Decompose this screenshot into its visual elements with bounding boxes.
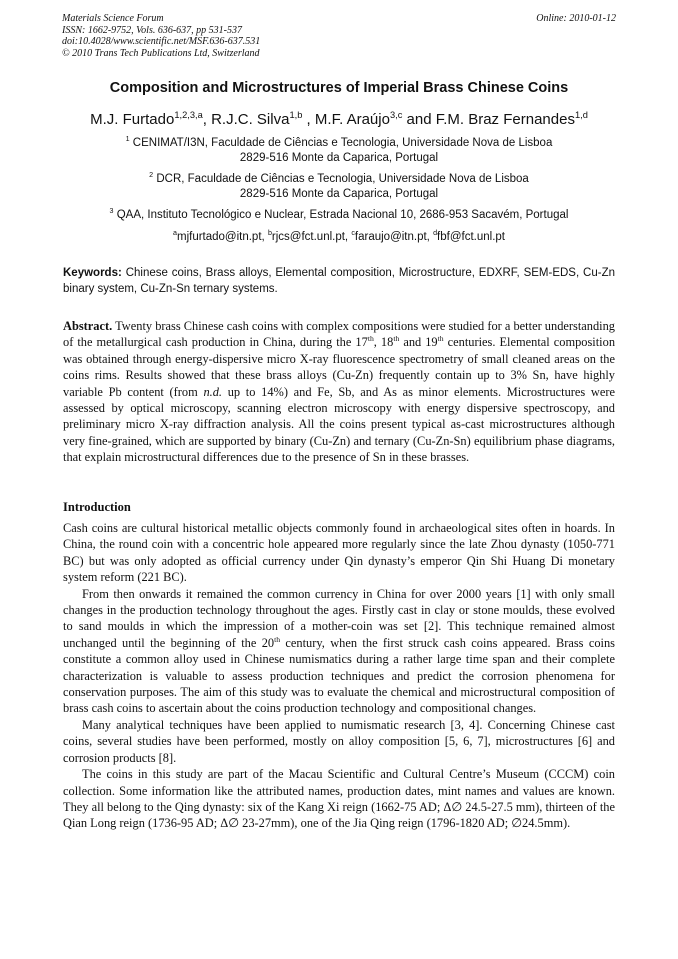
paragraph: The coins in this study are part of the Macau Scientific and Cultural Centre’s Museum (CCCM) coin collection. Some information like the attributed names, production dates, mint names and values are known. They all belong to the Qing dynasty: six of the Kang Xi reign (1662-75 AD; Δ∅ 24.5-27.5 mm), thirteen of the Qian Long reign (1736-95 AD; Δ∅ 23-27mm), one of the Jia Qing reign (1796-1820 AD; ∅24.5mm). [63,767,615,831]
email-sup: a [173,229,177,238]
affiliation-line: QAA, Instituto Tecnológico e Nuclear, Estrada Nacional 10, 2686-953 Sacavém, Portugal [116,209,569,221]
affiliation-line: DCR, Faculdade de Ciências e Tecnologia, Universidade Nova de Lisboa [156,173,529,185]
paragraph-text: century, when the first struck cash coins appeared. Brass coins constitute a common alloy used in Chinese numismatics during a rather large time span and their complete characterization is valuable to assess production techniques and predict the corrosion phenomena for conservation purposes. The aim of this study was to evaluate the chemical and microstructural composition of brass cash coins to ascertain about the coins production technology and compositional changes. [63,635,615,716]
email-link[interactable]: rjcs@fct.unl.pt, [271,231,349,243]
page-header [62,13,616,59]
affiliation-num: 2 [149,171,154,180]
affiliation-line: 2829-516 Monte da Caparica, Portugal [239,152,439,164]
paragraph-text: From then onwards it remained the common currency in China for over 2000 years [1] with only small changes in the production technology throughout the ages. Firstly cast in clay or stone moulds, these evolved to sand moulds in which the impression of a mother-coin was set [2]. This technique remained almost unchanged until the beginning of the 20 [63,586,615,650]
doi-line: doi:10.4028/www.scientific.net/MSF.636-637.531 [62,36,261,47]
author-name: R.J.C. Silva [211,111,290,128]
author-name: M.J. Furtado [90,111,175,128]
abstract-text: centuries. Elemental composition was obtained through energy-dispersive micro X-ray fluorescence spectrometry of small cleaned areas on the coins rims. Results showed that these brass alloys (Cu-Zn) frequently contain up to 3% Sn, have highly variable Pb content (from [63,335,616,399]
affiliation-num: 3 [109,207,114,216]
author-sep: , [202,111,212,128]
abstract-block [63,318,615,466]
keywords-block [63,266,615,297]
affiliation-3 [40,208,638,223]
abstract-text: up to 14%) and Fe, Sb, and As as minor elements. Microstructures were assessed by optical microscopy, scanning electron microscopy with energy dispersive spectroscopy, and preliminary micro X-ray diffraction analysis. All the coins present typical as-cast microstructures although very fine-grained, which are supported by binary (Cu-Zn) and ternary (Cu-Zn-Sn) equilibrium phase diagrams, that explain microstructural differences due to the presence of Sn in these brasses. [63,384,615,465]
paragraph-sup: th [274,634,281,644]
abstract-text: Twenty brass Chinese cash coins with complex compositions were studied for a better understanding of the metallurgical cash production in China, during the 17 [63,319,616,350]
author-name: M.F. Araújo [314,111,390,128]
keywords-text: Chinese coins, Brass alloys, Elemental composition, Microstructure, EDXRF, SEM-EDS, Cu-Zn binary system, Cu-Zn-Sn ternary systems. [63,267,615,295]
paper-title: Composition and Microstructures of Imperial Brass Chinese Coins [109,80,569,96]
copyright-line: © 2010 Trans Tech Publications Ltd, Switzerland [62,47,260,59]
affiliation-num: 1 [125,135,130,144]
author-name: F.M. Braz Fernandes [435,111,575,128]
email-link[interactable]: faraujo@itn.pt, [354,231,430,243]
abstract-italic: n.d. [203,384,223,399]
abstract-sup: th [393,334,400,344]
section-heading: Introduction [63,500,131,514]
abstract-text: , 18 [373,335,394,350]
author-sup: 1,d [574,110,588,120]
email-sup: c [351,229,355,238]
email-link[interactable]: fbf@fct.unl.pt [437,231,505,243]
email-sup: d [433,229,438,238]
introduction-body [63,520,615,832]
author-list [30,111,648,128]
email-link[interactable]: mjfurtado@itn.pt, [176,231,265,243]
paragraph: Cash coins are cultural historical metallic objects commonly found in archaeological sites often in hoards. In China, the round coin with a concentric hole appeared more regularly since the late Zhou dynasty (1050-771 BC) but was only adopted as official currency under Qin dynasty’s emperor Qin Shi Huang Di monetary system reform (221 BC). [63,521,615,585]
abstract-sup: th [367,334,374,344]
paragraph: Many analytical techniques have been applied to numismatic research [3, 4]. Concerning Chinese cast coins, several studies have been performed, mostly on alloy composition [5, 6, 7], microstructures [6] and corrosion products [8]. [63,717,615,765]
author-sep: and [402,111,436,128]
affiliation-2 [40,172,638,202]
paragraph [63,586,615,717]
author-sep: , [302,111,315,128]
author-sup: 1,b [289,110,303,120]
issn-line: ISSN: 1662-9752, Vols. 636-637, pp 531-537 [62,24,242,36]
email-sup: b [267,229,272,238]
journal-name: Materials Science Forum [62,13,164,24]
affiliation-line: CENIMAT/I3N, Faculdade de Ciências e Tecnologia, Universidade Nova de Lisboa [132,137,553,149]
affiliation-1 [40,136,638,166]
keywords-label: Keywords: [63,267,122,279]
abstract-label: Abstract. [63,319,113,333]
email-list [40,231,638,243]
abstract-text: and 19 [399,335,438,350]
author-sup: 3,c [389,110,403,120]
online-date: Online: 2010-01-12 [536,13,616,24]
affiliation-line: 2829-516 Monte da Caparica, Portugal [239,188,439,200]
abstract-sup: th [437,334,444,344]
author-sup: 1,2,3,a [174,110,203,120]
